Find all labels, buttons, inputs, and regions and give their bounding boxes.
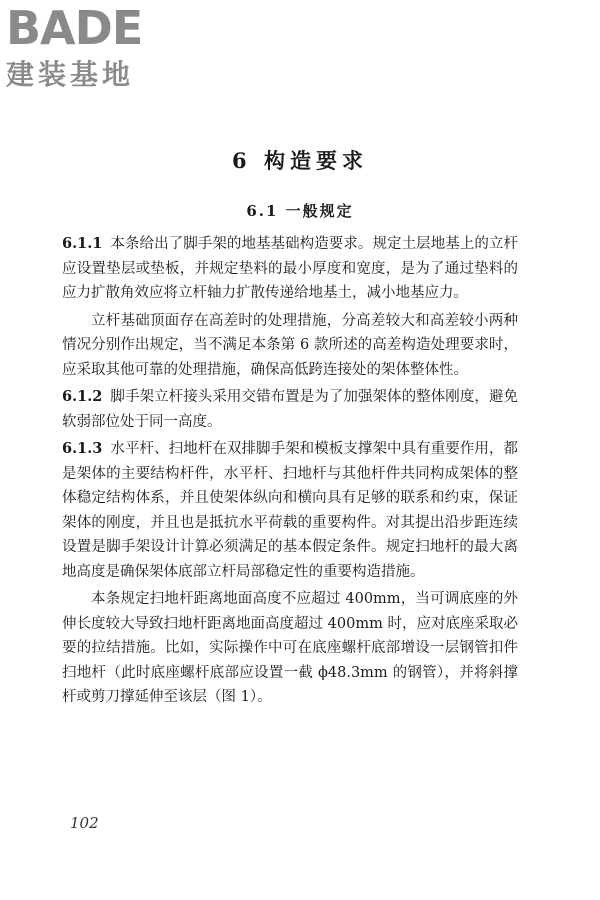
clause-number: 6.1.2 xyxy=(62,388,103,405)
paragraph-text: 脚手架立杆接头采用交错布置是为了加强架体的整体刚度，避免软弱部位处于同一高度。 xyxy=(62,389,518,430)
clause-6-1-1 xyxy=(62,232,518,306)
body-text xyxy=(62,232,518,713)
clause-number: 6.1.3 xyxy=(62,440,103,457)
paragraph-text: 水平杆、扫地杆在双排脚手架和模板支撑架中具有重要作用，都是架体的主要结构杆件，水平杆、扫地杆与其他杆件共同构成架体的整体稳定结构体系，并且使架体纵向和横向具有足够的联系和约束，保证架体的刚度，并且也是抵抗水平荷载的重要构件。对其提出沿步距连续设置是脚手架设计计算必须满足的基本假定条件。规定扫地杆的最大离地高度是确保架体底部立杆局部稳定性的重要构造措施。 xyxy=(62,441,518,580)
bade-logo xyxy=(6,2,176,102)
logo-wordmark: BADE xyxy=(6,1,143,55)
clause-6-1-2 xyxy=(62,385,518,434)
section-title: 6.1 一般规定 xyxy=(246,202,354,220)
chapter-title: 6 构造要求 xyxy=(232,148,368,173)
clause-6-1-3-paragraph-2: 本条规定扫地杆距离地面高度不应超过 400mm，当可调底座的外伸长度较大导致扫地杆距离地面高度超过 400mm 时，应对底座采取必要的拉结措施。比如，实际操作中可在底座螺杆底部增设一层钢管扣件扫地杆（此时底座螺杆底部应设置一截 ϕ48.3mm 的钢管），并将斜撑杆或剪刀撑延伸至该层（图 1）。 xyxy=(62,591,518,705)
clause-number: 6.1.1 xyxy=(62,235,103,252)
page-number: 102 xyxy=(70,814,99,832)
clause-6-1-1-paragraph-2: 立杆基础顶面存在高差时的处理措施，分高差较大和高差较小两种情况分别作出规定，当不满足本条第 6 款所述的高差构造处理要求时，应采取其他可靠的处理措施，确保高低跨连接处的架体整体性。 xyxy=(62,312,518,378)
clause-6-1-3 xyxy=(62,437,518,584)
logo-subtitle: 建装基地 xyxy=(6,58,135,91)
paragraph-text: 本条给出了脚手架的地基基础构造要求。规定土层地基上的立杆应设置垫层或垫板，并规定垫料的最小厚度和宽度，是为了通过垫料的应力扩散角效应将立杆轴力扩散传递给地基土，减小地基应力。 xyxy=(62,236,518,301)
